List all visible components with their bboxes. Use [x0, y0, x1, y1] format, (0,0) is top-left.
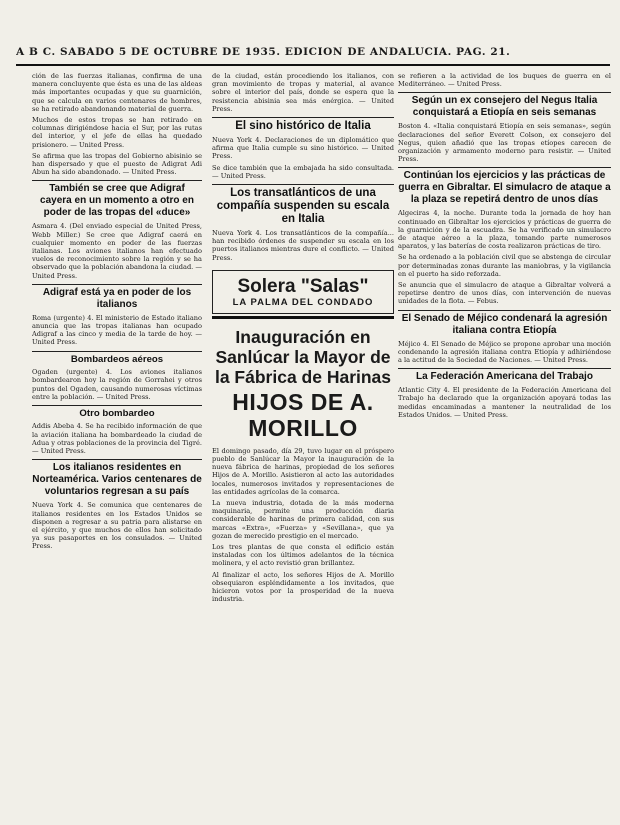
advertisement-solera	[212, 270, 394, 314]
headline-adigraf-cayera: También se cree que Adigraf cayera en un momento a otro en poder de las tropas del «duce»	[32, 180, 202, 219]
article-text: Boston 4. «Italia conquistará Etiopía en seis semanas», según declaraciones del señor Everett Colson, ex consejero del Negus, quien añadió que las tropas etíopes carecen de organización y armamento moderno para resistir. — United Press.	[398, 122, 611, 164]
article-text: ción de las fuerzas italianas, confirma de una manera concluyente que ésta es una de las aldeas más importantes ocupadas y que su guarnición, que se calcula en varios centenares de hombres, se ha retirado abandonando material de guerra.	[32, 72, 202, 113]
ad-title: Solera "Salas"	[237, 275, 369, 297]
headline-senado-mejico: El Senado de Méjico condenará la agresión italiana contra Etiopía	[398, 310, 611, 337]
article-text: Muchos de estos tropas se han retirado en columnas dirigiéndose hacia el Sur, por las rutas del interior, y el jefe de ellas ha quedado prisionero. — United Press.	[32, 116, 202, 149]
article-text: Los tres plantas de que consta el edificio están instaladas con los últimos adelantos de la técnica molinera, y el acto revistió gran brillantez.	[212, 543, 394, 568]
article-text: de la ciudad, están procediendo los italianos, con gran movimiento de tropas y material, al avance sobre el interior del país, donde se espera que la resistencia abisinia sea más enérgica. — United Press.	[212, 72, 394, 113]
headline-adigraf-poder: Adigraf está ya en poder de los italianos	[32, 284, 202, 311]
article-text: Asmara 4. (Del enviado especial de United Press, Webb Miller.) Se cree que Adigraf caerá en cualquier momento en poder de las fuerzas italianas. Los aviones italianos han efectuado vuelos de reconocimiento sobre la región y se ha observado que la población abandona la ciudad. — United Press.	[32, 222, 202, 280]
article-text: Se anuncia que el simulacro de ataque a Gibraltar volverá a repetirse dentro de unos días, con intervención de nuevas unidades de la flota. — Febus.	[398, 281, 611, 306]
article-text: Nueva York 4. Declaraciones de un diplomático que afirma que Italia cumple su sino histórico. — United Press.	[212, 136, 394, 161]
article-text: Algeciras 4, la noche. Durante toda la jornada de hoy han continuado en Gibraltar los ejercicios y prácticas de guerra de la guarnición y de la escuadra. Se ha verificado un simulacro de ataque aéreo a la plaza, tomando parte numerosos aparatos, y las baterías de costa realizaron prácticas de tiro.	[398, 209, 611, 251]
article-text: El domingo pasado, día 29, tuvo lugar en el próspero pueblo de Sanlúcar la Mayor la inauguración de la nueva fábrica de harinas, propiedad de los señores Hijos de A. Morillo. Asistieron al acto las autoridades locales, numerosos invitados y representaciones de las entidades agrícolas de la comarca.	[212, 446, 394, 496]
article-text: se refieren a la actividad de los buques de guerra en el Mediterráneo. — United Press.	[398, 72, 611, 89]
article-text: Nueva York 4. Se comunica que centenares de italianos residentes en los Estados Unidos se disponen a regresar a su patria para alistarse en el ejército, y que muchos de ellos han solicitado ya sus pasaportes en los consulados. — United Press.	[32, 501, 202, 551]
headline-federacion-americana: La Federación Americana del Trabajo	[398, 368, 611, 383]
headline-gibraltar: Continúan los ejercicios y las prácticas de guerra en Gibraltar. El simulacro de ataque a la plaza se repetirá dentro de unos días	[398, 167, 611, 206]
article-text: Addis Abeba 4. Se ha recibido información de que la aviación italiana ha bombardeado la ciudad de Adua y otras poblaciones de la provincia del Tigré. — United Press.	[32, 422, 202, 456]
article-text: Atlantic City 4. El presidente de la Federación Americana del Trabajo ha declarado que la organización apoyará todas las medidas encaminadas a mantener la neutralidad de los Estados Unidos. — United Press.	[398, 386, 611, 419]
headline-inauguracion: Inauguración en Sanlúcar la Mayor de la Fábrica de Harinas	[214, 326, 392, 387]
article-text: Se afirma que las tropas del Gobierno abisinio se han dispersado y que el puesto de Adigrat Adi Abun ha sido abandonado. — United Press.	[32, 151, 202, 177]
article-text: Nueva York 4. Los transatlánticos de la compañía... han recibido órdenes de suspender su escala en los puertos italianos mientras dure el conflicto. — United Press.	[212, 229, 394, 262]
headline-hijos-morillo: HIJOS DE A. MORILLO	[232, 388, 374, 441]
headline-transatlanticos: Los transatlánticos de una compañía suspenden su escala en Italia	[212, 184, 394, 226]
column-middle	[212, 72, 394, 820]
headline-italianos-norteamerica: Los italianos residentes en Norteamérica. Varios centenares de voluntarios regresan a su país	[32, 459, 202, 498]
ad-subtitle: LA PALMA DEL CONDADO	[232, 296, 374, 308]
article-text: Se dice también que la embajada ha sido consultada. — United Press.	[212, 163, 394, 180]
headline-negus-etiopia: Según un ex consejero del Negus Italia conquistará a Etiopía en seis semanas	[398, 92, 611, 119]
headline-otro-bombardeo: Otro bombardeo	[32, 405, 202, 420]
article-text: Méjico 4. El Senado de Méjico se propone aprobar una moción condenando la agresión italiana contra Etiopía y adhiriéndose a la actitud de la Sociedad de Naciones. — United Press.	[398, 339, 611, 365]
article-text: Roma (urgente) 4. El ministerio de Estado italiano anuncia que las tropas italianas han ocupado Adigraf a las cinco y media de la tarde de hoy. — United Press.	[32, 313, 202, 347]
article-text: Ogaden (urgente) 4. Los aviones italianos bombardearon hoy la región de Gorrahei y otros puntos del Ogaden, causando numerosas víctimas entre la población. — United Press.	[32, 368, 202, 401]
article-text: La nueva industria, dotada de la más moderna maquinaria, permite una producción diaria considerable de harinas de primera calidad, con sus marcas «Extra», «Fuerza» y «Sevillana», que ya gozan de merecido prestigio en el mercado.	[212, 499, 394, 540]
headline-sino-historico: El sino histórico de Italia	[212, 117, 394, 133]
divider	[212, 316, 394, 319]
page-header: A B C. SABADO 5 DE OCTUBRE DE 1935. EDICION DE ANDALUCIA. PAG. 21.	[16, 46, 610, 66]
article-text: Al finalizar el acto, los señores Hijos de A. Morillo obsequiaron espléndidamente a los invitados, que hicieron votos por la prosperidad de la nueva industria.	[212, 570, 394, 604]
column-left	[32, 72, 202, 820]
column-right	[398, 72, 611, 820]
headline-bombardeos: Bombardeos aéreos	[32, 351, 202, 366]
article-text: Se ha ordenado a la población civil que se abstenga de circular por determinadas zonas durante las maniobras, y la vigilancia en el puerto ha sido reforzada.	[398, 253, 611, 278]
